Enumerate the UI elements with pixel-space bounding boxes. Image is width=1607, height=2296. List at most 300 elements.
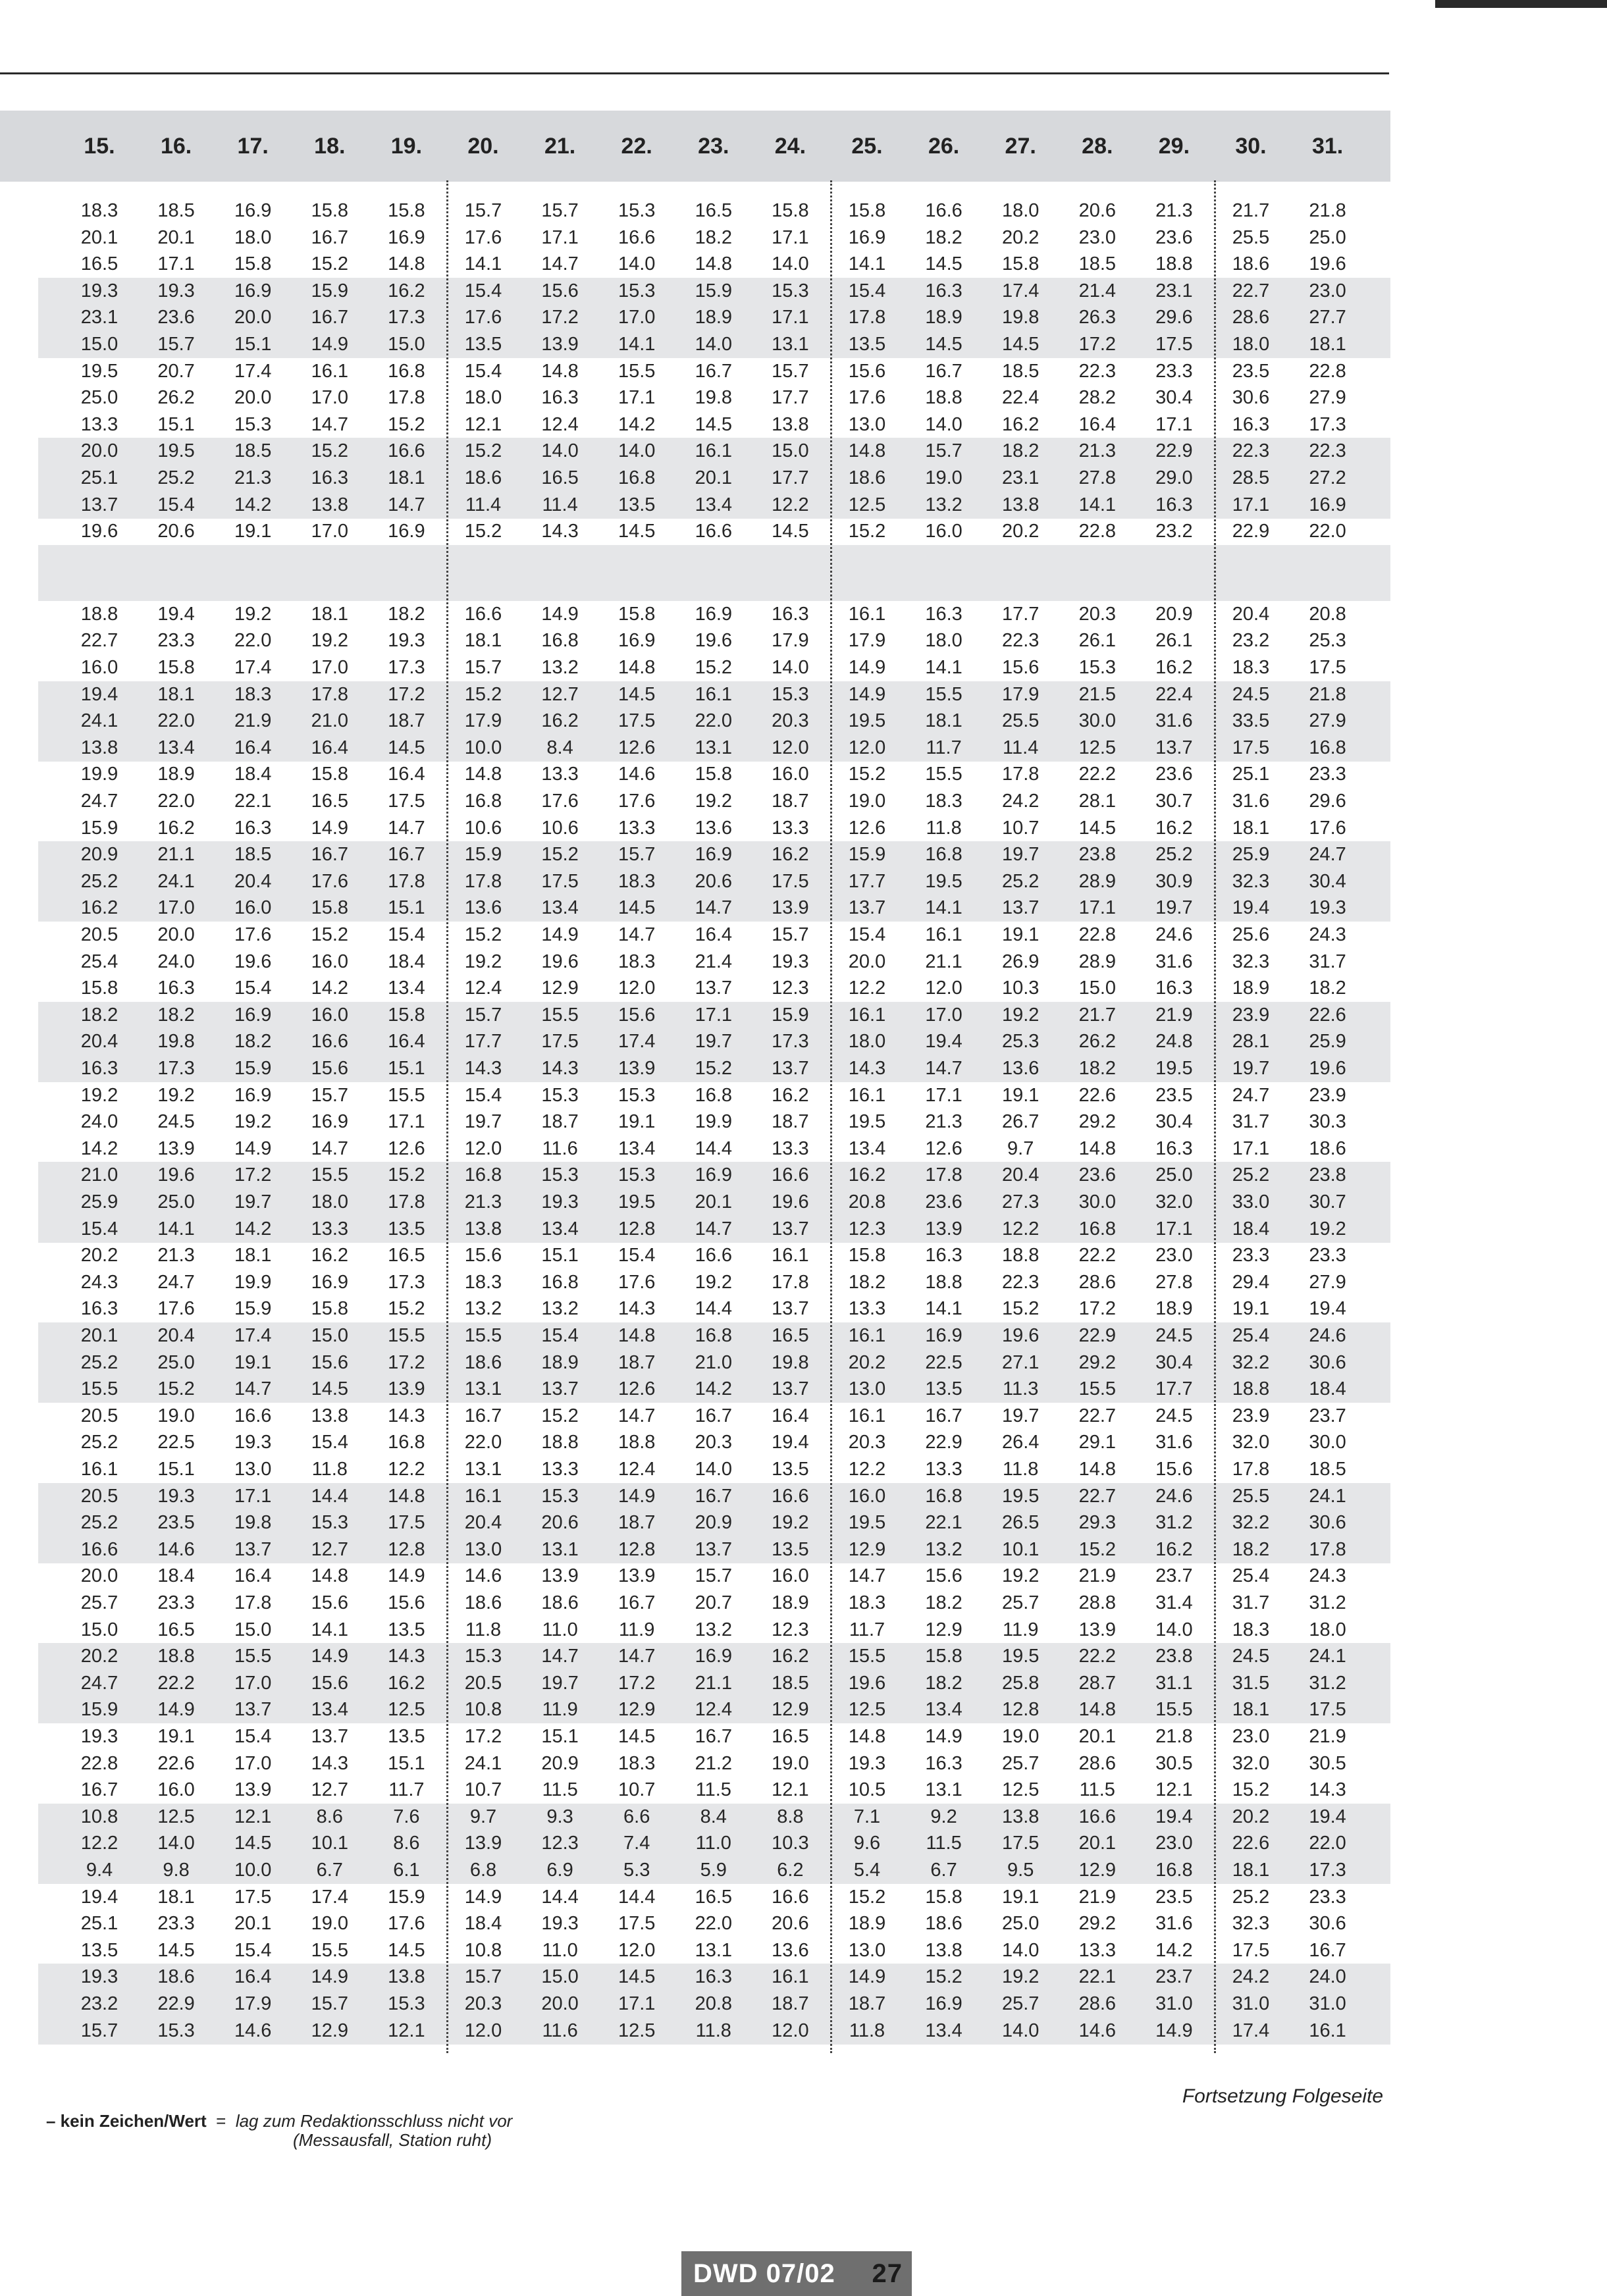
table-cell: 15.2 (388, 1298, 425, 1320)
table-cell: 19.3 (772, 951, 809, 972)
table-cell: 15.7 (311, 1993, 349, 2014)
table-cell: 11.8 (849, 2020, 885, 2041)
table-cell: 15.8 (311, 764, 349, 785)
table-cell: 6.1 (393, 1860, 420, 1881)
table-cell: 18.0 (1309, 1619, 1346, 1640)
table-cell: 15.2 (1078, 1538, 1117, 1560)
table-cell: 19.6 (695, 630, 733, 652)
table-cell: 17.5 (388, 1512, 425, 1534)
table-cell: 17.5 (1232, 737, 1270, 758)
table-cell: 16.2 (848, 1164, 886, 1186)
table-cell: 16.5 (695, 1886, 733, 1908)
table-cell: 19.2 (157, 1084, 195, 1106)
table-cell: 14.7 (388, 494, 425, 515)
table-cell: 18.6 (464, 1351, 502, 1373)
table-cell: 15.8 (388, 1004, 425, 1026)
table-cell: 30.6 (1309, 1913, 1346, 1935)
table-cell: 5.3 (623, 1860, 650, 1881)
table-cell: 14.5 (618, 683, 656, 705)
column-header: 20. (467, 134, 499, 159)
table-cell: 12.6 (848, 817, 886, 839)
table-cell: 14.9 (1155, 2020, 1193, 2041)
table-row (0, 708, 1390, 735)
table-cell: 14.0 (618, 253, 656, 275)
table-cell: 15.8 (618, 603, 656, 625)
table-cell: 19.1 (1001, 1084, 1040, 1106)
table-cell: 18.2 (925, 226, 962, 248)
table-cell: 15.8 (234, 253, 272, 275)
table-cell: 12.2 (388, 1459, 425, 1480)
table-cell: 25.3 (1309, 630, 1346, 652)
table-cell: 15.8 (925, 1886, 962, 1908)
table-cell: 15.1 (388, 1752, 425, 1774)
table-cell: 15.3 (157, 2020, 195, 2041)
table-cell: 17.8 (464, 870, 502, 892)
table-cell: 19.2 (695, 791, 733, 812)
table-cell: 16.1 (695, 683, 733, 705)
table-cell: 13.4 (925, 1699, 962, 1721)
table-cell: 13.8 (1001, 1806, 1040, 1827)
table-cell: 16.2 (1001, 413, 1040, 435)
table-cell: 22.7 (1232, 280, 1270, 301)
column-header: 23. (698, 134, 729, 159)
table-cell: 9.2 (930, 1806, 957, 1827)
table-cell: 19.3 (234, 1432, 272, 1453)
table-cell: 15.2 (388, 1164, 425, 1186)
table-cell: 25.2 (1232, 1164, 1270, 1186)
table-cell: 30.0 (1309, 1432, 1346, 1453)
table-cell: 16.8 (541, 630, 579, 652)
table-cell: 31.2 (1309, 1672, 1346, 1694)
table-cell: 23.7 (1155, 1565, 1193, 1587)
table-cell: 15.2 (464, 683, 502, 705)
table-cell: 15.8 (848, 200, 886, 221)
table-cell: 16.1 (848, 1325, 886, 1346)
table-row (0, 1617, 1390, 1644)
table-cell: 13.5 (618, 494, 656, 515)
table-cell: 15.6 (618, 1004, 656, 1026)
table-cell: 20.4 (464, 1512, 502, 1534)
table-cell: 14.2 (1155, 1939, 1193, 1961)
table-cell: 16.3 (80, 1058, 119, 1079)
temperature-table (0, 197, 1390, 2060)
table-cell: 12.2 (1001, 1218, 1040, 1239)
table-cell: 16.8 (695, 1084, 733, 1106)
table-cell: 22.0 (1309, 521, 1346, 542)
table-cell: 14.9 (311, 1646, 349, 1667)
table-row (0, 1295, 1390, 1322)
table-cell: 17.3 (772, 1031, 809, 1053)
table-cell: 20.5 (464, 1672, 502, 1694)
table-cell: 10.8 (464, 1699, 502, 1721)
table-cell: 18.3 (925, 791, 962, 812)
table-cell: 11.5 (542, 1779, 578, 1801)
table-cell: 15.9 (80, 817, 119, 839)
table-cell: 22.3 (1001, 1271, 1040, 1293)
table-cell: 19.6 (1001, 1325, 1040, 1346)
table-cell: 15.4 (234, 978, 272, 999)
table-cell: 23.9 (1232, 1405, 1270, 1426)
table-cell: 16.9 (234, 200, 272, 221)
table-cell: 15.5 (618, 360, 656, 382)
column-header: 28. (1082, 134, 1113, 159)
table-cell: 15.7 (464, 1966, 502, 1988)
table-cell: 12.0 (618, 978, 656, 999)
table-cell: 16.3 (1155, 1137, 1193, 1159)
table-cell: 23.3 (1309, 764, 1346, 785)
table-cell: 16.6 (618, 226, 656, 248)
table-cell: 12.0 (772, 2020, 809, 2041)
table-cell: 16.7 (695, 1726, 733, 1747)
table-cell: 23.1 (1001, 467, 1040, 488)
table-cell: 13.9 (541, 1565, 579, 1587)
table-cell: 19.7 (1001, 1405, 1040, 1426)
table-cell: 24.5 (1155, 1325, 1193, 1346)
table-cell: 23.3 (1309, 1886, 1346, 1908)
table-cell: 15.4 (80, 1218, 119, 1239)
table-cell: 14.0 (772, 657, 809, 678)
table-cell: 22.0 (157, 791, 195, 812)
table-cell: 19.8 (157, 1031, 195, 1053)
table-cell: 23.0 (1232, 1726, 1270, 1747)
table-cell: 12.9 (311, 2020, 349, 2041)
table-cell: 18.3 (618, 951, 656, 972)
table-cell: 18.2 (925, 1672, 962, 1694)
table-cell: 16.7 (311, 226, 349, 248)
table-cell: 24.5 (1232, 1646, 1270, 1667)
table-cell: 18.2 (1232, 1538, 1270, 1560)
table-cell: 27.8 (1078, 467, 1117, 488)
table-cell: 15.5 (311, 1164, 349, 1186)
table-cell: 15.7 (695, 1565, 733, 1587)
table-cell: 8.6 (316, 1806, 343, 1827)
table-cell: 20.0 (234, 307, 272, 328)
table-cell: 29.2 (1078, 1913, 1117, 1935)
table-cell: 22.3 (1078, 360, 1117, 382)
table-cell: 25.5 (1232, 1485, 1270, 1507)
table-cell: 23.6 (157, 307, 195, 328)
table-cell: 13.2 (925, 1538, 962, 1560)
table-cell: 24.3 (80, 1271, 119, 1293)
table-cell: 14.9 (848, 657, 886, 678)
table-cell: 14.1 (925, 1298, 962, 1320)
table-cell: 17.7 (1155, 1378, 1193, 1400)
table-cell: 19.3 (541, 1913, 579, 1935)
table-cell: 24.6 (1309, 1325, 1346, 1346)
table-cell: 25.2 (80, 1432, 119, 1453)
table-cell: 23.2 (1232, 630, 1270, 652)
table-cell: 6.2 (777, 1860, 804, 1881)
table-cell: 22.0 (157, 710, 195, 732)
table-cell: 15.7 (157, 334, 195, 355)
table-cell: 18.4 (464, 1913, 502, 1935)
table-cell: 16.7 (464, 1405, 502, 1426)
table-cell: 17.7 (1001, 603, 1040, 625)
table-cell: 20.1 (80, 226, 119, 248)
table-cell: 14.9 (541, 924, 579, 945)
table-cell: 17.7 (848, 870, 886, 892)
table-cell: 16.9 (925, 1325, 962, 1346)
table-row (0, 868, 1390, 895)
table-cell: 14.9 (157, 1699, 195, 1721)
table-cell: 21.9 (234, 710, 272, 732)
table-cell: 16.1 (848, 1405, 886, 1426)
table-cell: 31.1 (1155, 1672, 1193, 1694)
table-cell: 21.3 (157, 1245, 195, 1266)
table-cell: 17.3 (157, 1058, 195, 1079)
table-cell: 15.8 (1001, 253, 1040, 275)
table-cell: 18.1 (1232, 1699, 1270, 1721)
table-cell: 23.7 (1155, 1966, 1193, 1988)
table-cell: 14.0 (618, 440, 656, 462)
table-cell: 24.7 (1309, 844, 1346, 866)
table-cell: 18.1 (1232, 1860, 1270, 1881)
table-row (0, 895, 1390, 922)
table-cell: 11.5 (1079, 1779, 1115, 1801)
table-cell: 16.0 (234, 897, 272, 919)
table-cell: 25.5 (1001, 710, 1040, 732)
table-cell: 17.8 (1232, 1459, 1270, 1480)
table-cell: 16.4 (311, 737, 349, 758)
table-cell: 15.2 (925, 1966, 962, 1988)
table-cell: 15.7 (772, 360, 809, 382)
table-cell: 23.0 (1155, 1245, 1193, 1266)
table-cell: 16.3 (80, 1298, 119, 1320)
table-cell: 21.3 (1078, 440, 1117, 462)
table-cell: 13.7 (1155, 737, 1193, 758)
table-cell: 11.9 (542, 1699, 578, 1721)
table-cell: 17.2 (1078, 334, 1117, 355)
table-cell: 13.8 (80, 737, 119, 758)
table-cell: 6.7 (316, 1860, 343, 1881)
table-cell: 15.3 (311, 1512, 349, 1534)
table-cell: 25.1 (80, 467, 119, 488)
table-cell: 11.8 (465, 1619, 502, 1640)
table-cell: 26.7 (1001, 1111, 1040, 1133)
table-cell: 13.6 (695, 817, 733, 839)
table-row (0, 197, 1390, 224)
table-cell: 12.5 (618, 2020, 656, 2041)
table-cell: 15.2 (464, 924, 502, 945)
table-cell: 16.6 (234, 1405, 272, 1426)
table-cell: 28.1 (1232, 1031, 1270, 1053)
table-row (0, 1964, 1390, 1991)
table-row (0, 1590, 1390, 1617)
table-cell: 15.5 (541, 1004, 579, 1026)
table-cell: 19.4 (80, 1886, 119, 1908)
table-cell: 19.9 (695, 1111, 733, 1133)
table-cell: 9.4 (86, 1860, 113, 1881)
table-cell: 11.3 (1003, 1378, 1039, 1400)
table-cell: 15.4 (464, 1084, 502, 1106)
table-cell: 16.4 (1078, 413, 1117, 435)
table-cell: 21.1 (695, 1672, 733, 1694)
table-cell: 17.1 (618, 387, 656, 409)
table-cell: 20.5 (80, 1485, 119, 1507)
table-cell: 25.7 (1001, 1592, 1040, 1613)
table-cell: 17.8 (848, 307, 886, 328)
table-cell: 15.4 (541, 1325, 579, 1346)
table-cell: 13.4 (848, 1137, 886, 1159)
table-cell: 19.4 (1232, 897, 1270, 919)
table-cell: 19.3 (388, 630, 425, 652)
column-divider (830, 180, 832, 2053)
table-cell: 16.5 (80, 253, 119, 275)
column-header: 30. (1235, 134, 1267, 159)
table-cell: 22.1 (1078, 1966, 1117, 1988)
table-row (0, 788, 1390, 815)
table-cell: 14.1 (311, 1619, 349, 1640)
table-cell: 16.0 (772, 764, 809, 785)
table-cell: 21.3 (234, 467, 272, 488)
table-cell: 15.6 (388, 1592, 425, 1613)
table-cell: 18.7 (618, 1512, 656, 1534)
table-cell: 20.9 (695, 1512, 733, 1534)
table-cell: 22.3 (1001, 630, 1040, 652)
table-cell: 9.3 (546, 1806, 573, 1827)
table-row (0, 331, 1390, 358)
table-cell: 13.5 (848, 334, 886, 355)
table-cell: 18.2 (848, 1271, 886, 1293)
table-cell: 13.6 (772, 1939, 809, 1961)
table-cell: 19.1 (1232, 1298, 1270, 1320)
table-cell: 18.3 (1232, 657, 1270, 678)
table-cell: 6.6 (623, 1806, 650, 1827)
table-cell: 15.4 (618, 1245, 656, 1266)
table-cell: 31.0 (1232, 1993, 1270, 2014)
table-cell: 18.9 (157, 764, 195, 785)
table-cell: 15.6 (1155, 1459, 1193, 1480)
table-cell: 12.3 (772, 978, 809, 999)
table-cell: 16.0 (772, 1565, 809, 1587)
table-cell: 28.2 (1078, 387, 1117, 409)
table-cell: 14.7 (695, 897, 733, 919)
table-cell: 12.1 (772, 1779, 809, 1801)
table-cell: 20.3 (464, 1993, 502, 2014)
table-cell: 21.9 (1078, 1886, 1117, 1908)
table-cell: 19.6 (848, 1672, 886, 1694)
table-cell: 30.9 (1155, 870, 1193, 892)
table-cell: 16.1 (1309, 2020, 1346, 2041)
table-cell: 18.8 (1232, 1378, 1270, 1400)
table-cell: 17.6 (464, 226, 502, 248)
table-cell: 16.4 (234, 737, 272, 758)
table-cell: 18.3 (464, 1271, 502, 1293)
table-cell: 17.1 (1078, 897, 1117, 919)
table-cell: 17.7 (772, 467, 809, 488)
table-cell: 13.1 (695, 1939, 733, 1961)
table-cell: 14.2 (234, 494, 272, 515)
column-header: 18. (314, 134, 346, 159)
table-cell: 12.4 (464, 978, 502, 999)
table-cell: 26.3 (1078, 307, 1117, 328)
column-header: 31. (1311, 134, 1344, 159)
table-cell: 16.9 (311, 1271, 349, 1293)
table-cell: 10.0 (464, 737, 502, 758)
table-cell: 16.2 (541, 710, 579, 732)
table-cell: 15.3 (541, 1164, 579, 1186)
table-cell: 16.9 (388, 521, 425, 542)
table-cell: 20.4 (157, 1325, 195, 1346)
table-cell: 18.9 (925, 307, 962, 328)
table-cell: 16.2 (388, 1672, 425, 1694)
table-cell: 25.4 (80, 951, 119, 972)
table-row (0, 1804, 1390, 1831)
table-cell: 14.5 (618, 1966, 656, 1988)
table-cell: 5.9 (700, 1860, 727, 1881)
table-cell: 15.6 (311, 1058, 349, 1079)
table-cell: 28.6 (1078, 1271, 1117, 1293)
table-cell: 17.1 (925, 1084, 962, 1106)
table-cell: 5.4 (853, 1860, 881, 1881)
table-row (0, 1028, 1390, 1055)
table-cell: 17.8 (388, 1191, 425, 1213)
table-cell: 23.0 (1078, 226, 1117, 248)
table-cell: 12.5 (1078, 737, 1117, 758)
table-cell: 30.7 (1309, 1191, 1346, 1213)
table-cell: 15.5 (1155, 1699, 1193, 1721)
table-cell: 8.6 (393, 1833, 420, 1854)
table-cell: 19.3 (80, 280, 119, 301)
table-cell: 18.8 (925, 1271, 962, 1293)
table-cell: 12.5 (388, 1699, 425, 1721)
table-cell: 16.1 (695, 440, 733, 462)
table-cell: 14.7 (848, 1565, 886, 1587)
table-cell: 14.4 (541, 1886, 579, 1908)
table-cell: 10.6 (541, 817, 579, 839)
table-cell: 31.5 (1232, 1672, 1270, 1694)
table-cell: 18.4 (1232, 1218, 1270, 1239)
table-cell: 6.8 (469, 1860, 497, 1881)
table-cell: 18.7 (618, 1351, 656, 1373)
table-cell: 15.2 (541, 1405, 579, 1426)
table-cell: 26.1 (1155, 630, 1193, 652)
table-cell: 17.6 (388, 1913, 425, 1935)
publication-badge (681, 2251, 912, 2296)
table-cell: 25.6 (1232, 924, 1270, 945)
table-cell: 16.8 (388, 1432, 425, 1453)
table-cell: 15.7 (464, 657, 502, 678)
table-cell: 18.0 (311, 1191, 349, 1213)
table-cell: 19.2 (772, 1512, 809, 1534)
table-cell: 22.0 (695, 1913, 733, 1935)
table-cell: 17.6 (1309, 817, 1346, 839)
table-cell: 15.7 (80, 2020, 119, 2041)
table-row (0, 1563, 1390, 1590)
table-cell: 19.7 (1232, 1058, 1270, 1079)
table-cell: 15.6 (311, 1592, 349, 1613)
table-cell: 17.2 (234, 1164, 272, 1186)
table-cell: 16.5 (157, 1619, 195, 1640)
table-cell: 19.3 (80, 1966, 119, 1988)
table-cell: 14.5 (772, 521, 809, 542)
table-cell: 16.2 (1155, 1538, 1193, 1560)
table-cell: 14.0 (541, 440, 579, 462)
table-cell: 24.6 (1155, 1485, 1193, 1507)
table-cell: 16.9 (848, 226, 886, 248)
table-cell: 15.2 (157, 1378, 195, 1400)
table-cell: 14.8 (1078, 1137, 1117, 1159)
table-cell: 9.6 (853, 1833, 881, 1854)
column-divider (446, 180, 448, 2053)
table-cell: 13.4 (618, 1137, 656, 1159)
table-cell: 14.5 (1078, 817, 1117, 839)
table-cell: 13.1 (464, 1378, 502, 1400)
table-cell: 20.2 (80, 1245, 119, 1266)
table-cell: 17.2 (388, 683, 425, 705)
table-cell: 13.8 (311, 1405, 349, 1426)
table-cell: 15.2 (1001, 1298, 1040, 1320)
